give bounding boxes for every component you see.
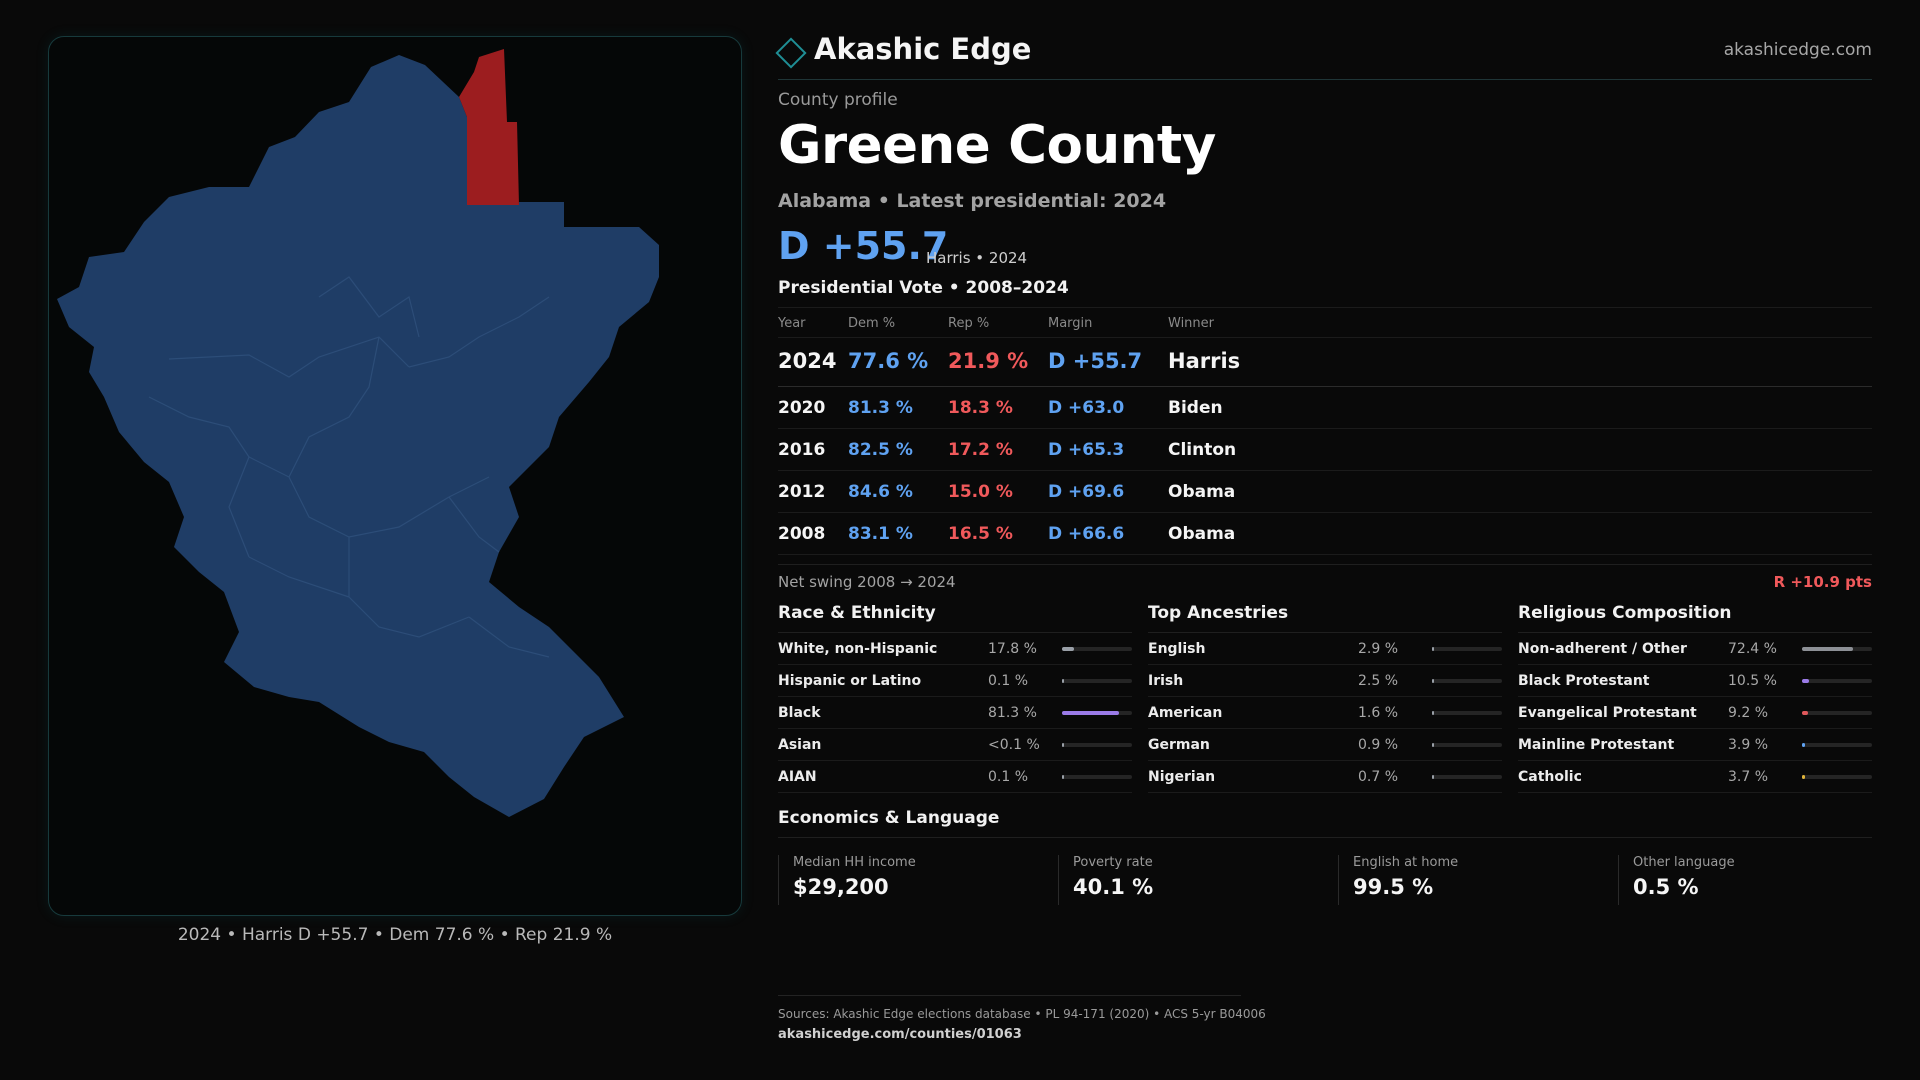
stat-label: White, non-Hispanic: [778, 641, 938, 657]
stat-bar-fill: [1802, 775, 1805, 779]
row-year: 2012: [778, 482, 826, 502]
ancestry-section-title: Top Ancestries: [1148, 603, 1289, 623]
footer-url-link[interactable]: akashicedge.com/counties/01063: [778, 1027, 1022, 1042]
econ-card-label: Median HH income: [793, 855, 916, 870]
stat-value: 3.7 %: [1728, 769, 1769, 785]
net-swing-label: Net swing 2008 → 2024: [778, 573, 956, 591]
stat-bar-fill: [1062, 647, 1074, 651]
stat-bar-fill: [1062, 679, 1064, 683]
race-row: [778, 729, 1132, 761]
row-winner: Harris: [1168, 349, 1241, 373]
stat-value: 10.5 %: [1728, 673, 1777, 689]
stat-bar-track: [1802, 743, 1872, 747]
row-rep: 18.3 %: [948, 398, 1013, 418]
stat-label: American: [1148, 705, 1223, 721]
footer-sources: Sources: Akashic Edge elections database • PL 94-171 (2020) • ACS 5-yr B04006: [778, 1007, 1266, 1021]
stat-bar-fill: [1062, 711, 1119, 715]
religion-row: [1518, 761, 1872, 793]
econ-card-poverty: [1058, 855, 1328, 905]
stat-value: 81.3 %: [988, 705, 1037, 721]
econ-card-english: [1338, 855, 1608, 905]
row-winner: Biden: [1168, 398, 1223, 418]
row-margin: D +63.0: [1048, 398, 1125, 418]
row-rep: 17.2 %: [948, 440, 1013, 460]
stat-label: Black Protestant: [1518, 673, 1650, 689]
col-margin-header: Margin: [1048, 316, 1093, 331]
row-winner: Obama: [1168, 524, 1236, 544]
econ-card-label: Poverty rate: [1073, 855, 1153, 870]
stat-bar-fill: [1432, 743, 1434, 747]
map-region-dem[interactable]: [57, 55, 659, 817]
race-row: [778, 633, 1132, 665]
stat-value: 2.9 %: [1358, 641, 1399, 657]
table-row: [778, 338, 1872, 387]
stat-bar-track: [1432, 743, 1502, 747]
stat-bar-fill: [1432, 679, 1434, 683]
page-title: Greene County: [778, 115, 1216, 176]
religion-row: [1518, 665, 1872, 697]
stat-bar-track: [1802, 647, 1872, 651]
religion-section-title: Religious Composition: [1518, 603, 1732, 623]
county-map[interactable]: [48, 36, 742, 916]
latest-margin-note: Harris • 2024: [926, 249, 1028, 267]
row-dem: 81.3 %: [848, 398, 913, 418]
stat-bar-track: [1432, 711, 1502, 715]
ancestry-row: [1148, 761, 1502, 793]
race-list: [778, 632, 1132, 793]
stat-bar-track: [1062, 679, 1132, 683]
stat-bar-fill: [1802, 743, 1805, 747]
stat-bar-track: [1802, 711, 1872, 715]
econ-card-label: English at home: [1353, 855, 1459, 870]
stat-value: 1.6 %: [1358, 705, 1399, 721]
col-dem-header: Dem %: [848, 316, 896, 331]
page-subtitle: Alabama • Latest presidential: 2024: [778, 190, 1167, 212]
stat-value: 3.9 %: [1728, 737, 1769, 753]
stat-label: Hispanic or Latino: [778, 673, 922, 689]
econ-card-value: 0.5 %: [1633, 875, 1699, 899]
stat-bar-fill: [1432, 711, 1434, 715]
ancestry-row: [1148, 697, 1502, 729]
religion-list: [1518, 632, 1872, 793]
row-year: 2008: [778, 524, 826, 544]
stat-bar-track: [1062, 647, 1132, 651]
stat-bar-track: [1432, 775, 1502, 779]
stat-label: Evangelical Protestant: [1518, 705, 1697, 721]
stat-value: <0.1 %: [988, 737, 1040, 753]
diamond-logo-icon: [775, 37, 806, 68]
row-dem: 82.5 %: [848, 440, 913, 460]
row-margin: D +69.6: [1048, 482, 1125, 502]
stat-bar-fill: [1802, 647, 1853, 651]
divider: [778, 837, 1872, 838]
race-section-title: Race & Ethnicity: [778, 603, 936, 623]
stat-bar-fill: [1802, 711, 1808, 715]
stat-label: Irish: [1148, 673, 1184, 689]
presidential-vote-table: [778, 307, 1872, 555]
row-margin: D +65.3: [1048, 440, 1125, 460]
col-rep-header: Rep %: [948, 316, 990, 331]
presidential-vote-title: Presidential Vote • 2008–2024: [778, 278, 1069, 298]
row-year: 2020: [778, 398, 826, 418]
brand-url-link[interactable]: akashicedge.com: [1723, 40, 1872, 60]
table-row: [778, 429, 1872, 471]
econ-card-value: $29,200: [793, 875, 889, 899]
religion-row: [1518, 729, 1872, 761]
race-row: [778, 761, 1132, 793]
divider: [778, 564, 1872, 565]
race-row: [778, 665, 1132, 697]
row-rep: 15.0 %: [948, 482, 1013, 502]
col-year-header: Year: [778, 316, 806, 331]
stat-value: 0.7 %: [1358, 769, 1399, 785]
row-winner: Obama: [1168, 482, 1236, 502]
stat-value: 9.2 %: [1728, 705, 1769, 721]
economics-section-title: Economics & Language: [778, 808, 1000, 828]
econ-card-other-language: [1618, 855, 1888, 905]
row-margin: D +55.7: [1048, 349, 1143, 373]
stat-label: AIAN: [778, 769, 817, 785]
stat-label: Asian: [778, 737, 822, 753]
stat-label: Black: [778, 705, 821, 721]
stat-value: 2.5 %: [1358, 673, 1399, 689]
religion-row: [1518, 633, 1872, 665]
stat-label: Non-adherent / Other: [1518, 641, 1687, 657]
race-row: [778, 697, 1132, 729]
stat-label: Mainline Protestant: [1518, 737, 1675, 753]
row-year: 2024: [778, 349, 837, 373]
map-caption: 2024 • Harris D +55.7 • Dem 77.6 % • Rep 21.9 %: [177, 925, 613, 945]
stat-value: 72.4 %: [1728, 641, 1777, 657]
header: [778, 30, 1872, 80]
stat-value: 0.1 %: [988, 769, 1029, 785]
ancestry-row: [1148, 633, 1502, 665]
econ-card-label: Other language: [1633, 855, 1735, 870]
stat-bar-track: [1062, 775, 1132, 779]
stat-bar-track: [1432, 679, 1502, 683]
stat-bar-track: [1062, 711, 1132, 715]
econ-card-value: 40.1 %: [1073, 875, 1154, 899]
row-margin: D +66.6: [1048, 524, 1125, 544]
stat-label: English: [1148, 641, 1206, 657]
ancestry-row: [1148, 729, 1502, 761]
table-header: [778, 307, 1872, 338]
row-dem: 83.1 %: [848, 524, 913, 544]
stat-label: German: [1148, 737, 1210, 753]
religion-row: [1518, 697, 1872, 729]
row-rep: 16.5 %: [948, 524, 1013, 544]
stat-bar-fill: [1802, 679, 1809, 683]
divider: [778, 995, 1241, 996]
ancestry-row: [1148, 665, 1502, 697]
stat-bar-fill: [1432, 647, 1434, 651]
row-rep: 21.9 %: [948, 349, 1029, 373]
stat-label: Nigerian: [1148, 769, 1216, 785]
row-year: 2016: [778, 440, 826, 460]
stat-bar-track: [1802, 679, 1872, 683]
table-row: [778, 513, 1872, 555]
stat-value: 17.8 %: [988, 641, 1037, 657]
ancestry-list: [1148, 632, 1502, 793]
net-swing-value: R +10.9 pts: [1773, 573, 1872, 591]
table-row: [778, 387, 1872, 429]
county-profile: [778, 0, 1872, 1080]
stat-label: Catholic: [1518, 769, 1582, 785]
econ-card-income: [778, 855, 1048, 905]
map-region-rep[interactable]: [459, 49, 519, 205]
stat-bar-track: [1432, 647, 1502, 651]
stat-bar-fill: [1432, 775, 1434, 779]
stat-bar-fill: [1062, 775, 1064, 779]
brand-name[interactable]: Akashic Edge: [814, 32, 1032, 66]
table-row: [778, 471, 1872, 513]
stat-value: 0.1 %: [988, 673, 1029, 689]
col-winner-header: Winner: [1168, 316, 1215, 331]
stat-bar-track: [1062, 743, 1132, 747]
econ-card-value: 99.5 %: [1353, 875, 1434, 899]
county-map-svg: [49, 37, 742, 916]
stat-bar-fill: [1062, 743, 1064, 747]
row-dem: 77.6 %: [848, 349, 929, 373]
row-winner: Clinton: [1168, 440, 1237, 460]
stat-bar-track: [1802, 775, 1872, 779]
stat-value: 0.9 %: [1358, 737, 1399, 753]
latest-margin: D +55.7: [778, 224, 949, 268]
page-eyebrow: County profile: [778, 90, 898, 110]
row-dem: 84.6 %: [848, 482, 913, 502]
